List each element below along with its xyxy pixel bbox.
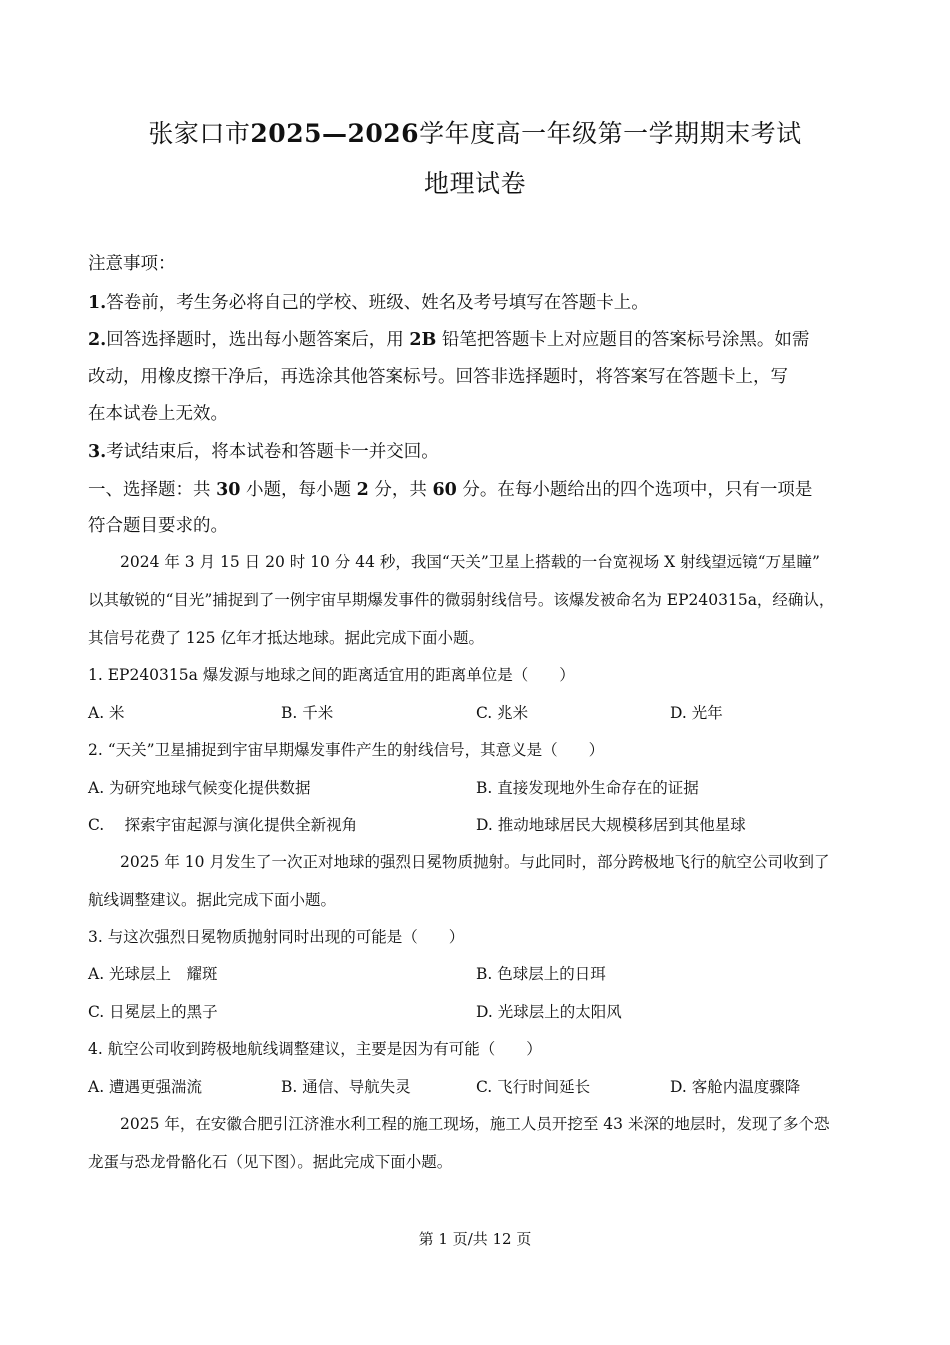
- passage-1-line1: 2024 年 3 月 15 日 20 时 10 分 44 秒，我国“天关”卫星上搭载的一台宽视场 X 射线望远镜“万星瞳”: [120, 553, 820, 571]
- section-1-intro-d: 分。在每小题给出的四个选项中，只有一项是: [462, 480, 813, 500]
- passage-3-line1: 2025 年，在安徽合肥引江济淮水利工程的施工现场，施工人员开挖至 43 米深的地层时，发现了多个恐: [120, 1115, 830, 1133]
- notice-item-2-text-b: 铅笔把答题卡上对应题目的答案标号涂黑。如需: [441, 330, 810, 350]
- question-4-stem: 4. 航空公司收到跨极地航线调整建议，主要是因为有可能（ ）: [88, 1040, 542, 1058]
- passage-3-line2: 龙蛋与恐龙骨骼化石（见下图）。据此完成下面小题。: [88, 1153, 453, 1171]
- question-3-option-d: D. 光球层上的太阳风: [476, 1003, 622, 1021]
- question-2-stem: 2. “天关”卫星捕捉到宇宙早期爆发事件产生的射线信号，其意义是（ ）: [88, 741, 605, 759]
- question-3-option-c: C. 日冕层上的黑子: [88, 1003, 218, 1021]
- notice-item-2-num: 2.: [88, 330, 107, 350]
- question-2-option-b: B. 直接发现地外生命存在的证据: [476, 779, 699, 797]
- section-1-intro-c: 分，共: [374, 480, 427, 500]
- section-1-intro-line2: 符合题目要求的。: [88, 516, 228, 536]
- question-4-option-d: D. 客舱内温度骤降: [670, 1078, 801, 1096]
- section-1-intro: [88, 476, 878, 501]
- exam-title: [0, 114, 950, 150]
- notice-heading: 注意事项：: [88, 254, 176, 274]
- exam-subject: 地理试卷: [423, 169, 526, 198]
- notice-item-3: [88, 438, 878, 463]
- section-1-intro-a: 一、选择题：共: [88, 480, 211, 500]
- page-number: 第 1 页/共 12 页: [418, 1230, 532, 1248]
- notice-item-2-line3: 在本试卷上无效。: [88, 404, 228, 424]
- points-per-question: 2: [356, 480, 369, 500]
- notice-item-3-text: 考试结束后，将本试卷和答题卡一并交回。: [106, 442, 439, 462]
- question-4-option-c: C. 飞行时间延长: [476, 1078, 591, 1096]
- question-1-option-b: B. 千米: [281, 704, 334, 722]
- passage-1-line2: 以其敏锐的“目光”捕捉到了一例宇宙早期爆发事件的微弱射线信号。该爆发被命名为 EP240315a，经确认，: [88, 591, 835, 609]
- question-2-option-c: C. 探索宇宙起源与演化提供全新视角: [88, 816, 358, 834]
- question-3-option-b: B. 色球层上的日珥: [476, 965, 606, 983]
- question-4-option-a: A. 遭遇更强湍流: [88, 1078, 203, 1096]
- total-points: 60: [432, 480, 457, 500]
- notice-item-2-line2: 改动，用橡皮擦干净后，再选涂其他答案标号。回答非选择题时，将答案写在答题卡上，写: [88, 367, 788, 387]
- notice-item-2-bold: 2B: [409, 330, 437, 350]
- question-2-option-a: A. 为研究地球气候变化提供数据: [88, 779, 311, 797]
- passage-2-line2: 航线调整建议。据此完成下面小题。: [88, 891, 337, 909]
- notice-item-2-text-a: 回答选择题时，选出每小题答案后，用: [106, 330, 404, 350]
- question-1-option-d: D. 光年: [670, 704, 723, 722]
- question-3-option-a: A. 光球层上 耀斑: [88, 965, 218, 983]
- notice-item-1: [88, 289, 878, 314]
- notice-item-1-num: 1.: [88, 293, 107, 313]
- section-1-intro-b: 小题，每小题: [246, 480, 352, 500]
- question-1-stem: 1. EP240315a 爆发源与地球之间的距离适宜用的距离单位是（ ）: [88, 666, 575, 684]
- notice-item-3-num: 3.: [88, 442, 107, 462]
- title-prefix: 张家口市: [148, 119, 251, 148]
- title-years: 2025—2026: [250, 119, 420, 148]
- question-count: 30: [216, 480, 241, 500]
- passage-2-line1: 2025 年 10 月发生了一次正对地球的强烈日冕物质抛射。与此同时，部分跨极地飞行的航空公司收到了: [120, 853, 830, 871]
- passage-1-line3: 其信号花费了 125 亿年才抵达地球。据此完成下面小题。: [88, 629, 484, 647]
- question-2-option-d: D. 推动地球居民大规模移居到其他星球: [476, 816, 746, 834]
- question-1-option-a: A. 米: [88, 704, 125, 722]
- question-1-option-c: C. 兆米: [476, 704, 529, 722]
- title-suffix: 学年度高一年级第一学期期末考试: [419, 119, 802, 148]
- question-3-stem: 3. 与这次强烈日冕物质抛射同时出现的可能是（ ）: [88, 928, 465, 946]
- notice-item-1-text: 答卷前，考生务必将自己的学校、班级、姓名及考号填写在答题卡上。: [106, 293, 649, 313]
- notice-item-2: [88, 326, 878, 351]
- question-4-option-b: B. 通信、导航失灵: [281, 1078, 411, 1096]
